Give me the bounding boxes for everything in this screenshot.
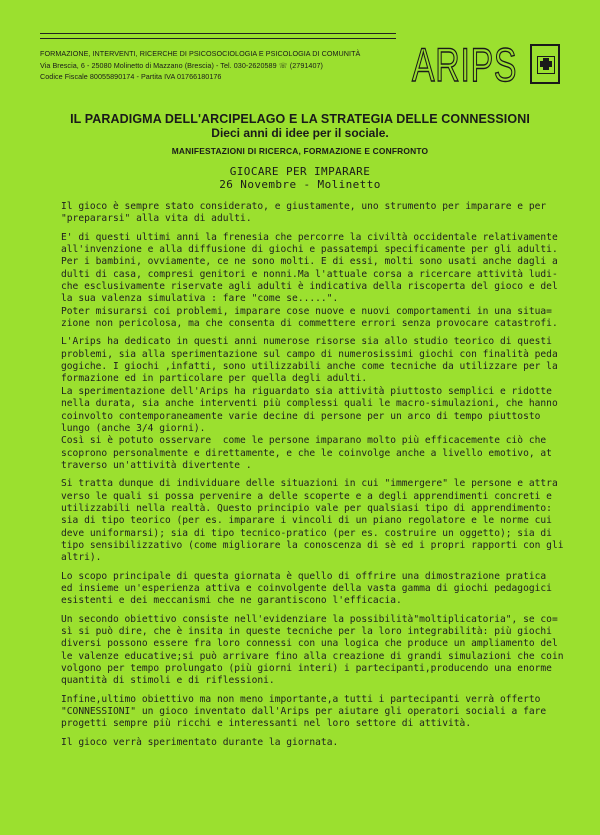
- text-line: sì si può dire, che è insita in queste tecniche per la loro integrabilità: più giochi: [61, 626, 552, 637]
- text-line: quantità di stimoli e di riflessioni.: [61, 675, 275, 687]
- text-line: scoprono personalmente e direttamente, e che le coinvolge anche a livello emotivo, at: [61, 447, 552, 459]
- text-line: deve uniformarsi); sia di tipo tecnico-pratico (per es. costruire un oggetto); sia di: [61, 527, 552, 539]
- paragraph: [61, 571, 581, 608]
- org-activities: FORMAZIONE, INTERVENTI, RICERCHE DI PSICOSOCIOLOGIA E PSICOLOGIA DI COMUNITÀ: [40, 49, 361, 58]
- text-line: La sperimentazione dell'Arips ha riguardato sia attività piuttosto semplici e ridotte: [61, 385, 552, 397]
- text-line: Infine,ultimo obiettivo ma non meno importante,a tutti i partecipanti verrà offerto: [61, 693, 541, 705]
- paragraph: [61, 694, 581, 731]
- text-line: che esclusivamente riservate agli adulti è indicativa della riscoperta del gioco e del: [61, 281, 558, 293]
- text-line: volgono per tempo prolungato (più giorni interi) i partecipanti,producendo una enorme: [61, 663, 552, 675]
- paragraph: [61, 232, 581, 331]
- text-line: le valenze educative;si può arrivare fino alla creazione di grandi simulazioni che coin: [61, 650, 564, 662]
- text-line: Per i bambini, ovviamente, ce ne sono molti. E di essi, molti sono usati anche dagli a: [61, 256, 558, 268]
- text-line: zione non pericolosa, ma che consenta di commettere errori senza provocare catastrofi.: [61, 318, 558, 330]
- text-line: la sua valenza simulativa : fare "come se.....".: [61, 293, 339, 305]
- text-line: Così si è potuto osservare come le persone imparano molto più efficacemente ciò che: [61, 435, 547, 447]
- text-line: tipo sensibilizzativo (come migliorare la conoscenza di sè ed i propri rapporti con gli: [61, 539, 564, 551]
- event-date: 26 Novembre - Molinetto: [219, 178, 381, 191]
- text-line: Un secondo obiettivo consiste nell'evidenziare la possibilità"moltiplicatoria", se co=: [61, 613, 558, 625]
- paragraph: [61, 201, 581, 226]
- paragraph: [61, 478, 581, 564]
- text-line: diversi possono essere fra loro connessi con una logica che produce un ampliamento del: [61, 638, 558, 650]
- header-rule-top: [40, 33, 396, 34]
- text-line: problemi, sia alla sperimentazione sul campo di numerosissimi giochi con finalità peda: [61, 348, 558, 360]
- text-line: all'invenzione e alla diffusione di giochi e passatempi specificamente per gli adulti.: [61, 244, 558, 256]
- paragraph: [61, 737, 581, 749]
- text-line: coinvolto contemporaneamente varie decine di persone per un arco di tempo piuttosto: [61, 410, 541, 422]
- organization-info: [40, 48, 400, 83]
- text-line: Poter misurarsi coi problemi, imparare cose nuove e nuovi comportamenti in una situa=: [61, 305, 552, 317]
- paragraph: [61, 614, 581, 688]
- text-line: "CONNESSIONI" un gioco inventato dall'Arips per aiutare gli operatori sociali a fare: [61, 706, 547, 718]
- arips-logo: [412, 40, 562, 96]
- event-title: GIOCARE PER IMPARARE: [229, 165, 371, 178]
- text-line: utilizzabili nella realtà. Questo principio vale per qualsiasi tipo di apprendimento:: [61, 502, 552, 514]
- text-line: gogiche. I giochi ,infatti, sono utilizzabili anche come tecniche da utilizzare per la: [61, 361, 558, 373]
- text-line: ed insieme un'esperienza attiva e coinvolgente della vasta gamma di giochi pedagogici: [61, 582, 552, 594]
- text-line: Il gioco è sempre stato considerato, e giustamente, uno strumento per imparare e per: [61, 201, 547, 212]
- text-line: esistenti e dei meccanismi che ne garantiscono l'efficacia.: [61, 595, 402, 607]
- text-line: nella durata, sia anche interventi più complessi quali le macro-simulazioni, che hanno: [61, 398, 558, 410]
- text-line: Lo scopo principale di questa giornata è quello di offrire una dimostrazione pratica: [61, 570, 547, 582]
- text-line: dulti di casa, compresi genitori e nonni.Ma l'attuale corsa a ricercare attività ludi-: [61, 268, 558, 280]
- text-line: traverso un'attività divertente .: [61, 459, 252, 471]
- text-line: verso le quali si possa pervenire a delle scoperte e a degli apprendimenti concreti e: [61, 490, 552, 502]
- body-text: [61, 201, 581, 749]
- text-line: L'Arips ha dedicato in questi anni numerose risorse sia allo studio teorico di questi: [61, 336, 552, 348]
- text-line: formazione ed in particolare per quella degli adulti.: [61, 373, 368, 385]
- subtitle: Dieci anni di idee per il sociale.: [211, 126, 389, 140]
- org-address: Via Brescia, 6 - 25080 Molinetto di Mazzano (Brescia) - Tel. 030-2620589 ☏ (2791407): [40, 60, 324, 70]
- text-line: Si tratta dunque di individuare delle situazioni in cui "immergere" le persone e attra: [61, 478, 558, 490]
- text-line: Il gioco verrà sperimentato durante la giornata.: [61, 736, 339, 748]
- text-line: lungo (anche 3/4 giorni).: [61, 422, 206, 434]
- text-line: altri).: [61, 552, 102, 564]
- paragraph: [61, 336, 581, 472]
- logo-text: ARIPS: [412, 38, 518, 91]
- text-line: progetti sempre più ricchi e interessanti nel loro settore di attività.: [61, 718, 472, 730]
- text-line: sia di tipo teorico (per es. imparare i vincoli di un piano regolatore e le norme cui: [61, 515, 552, 527]
- text-line: E' di questi ultimi anni la frenesia che percorre la civiltà occidentale relativamente: [61, 231, 558, 243]
- org-tax-codes: Codice Fiscale 80055890174 - Partita IVA 01766180176: [40, 72, 222, 82]
- header-rule-bottom: [40, 38, 396, 39]
- manifest-line: MANIFESTAZIONI DI RICERCA, FORMAZIONE E CONFRONTO: [171, 146, 429, 156]
- text-line: "prepararsi" alla vita di adulti.: [61, 213, 252, 225]
- logo-emblem-icon: [530, 44, 560, 84]
- main-title: IL PARADIGMA DELL'ARCIPELAGO E LA STRATEGIA DELLE CONNESSIONI: [70, 112, 530, 126]
